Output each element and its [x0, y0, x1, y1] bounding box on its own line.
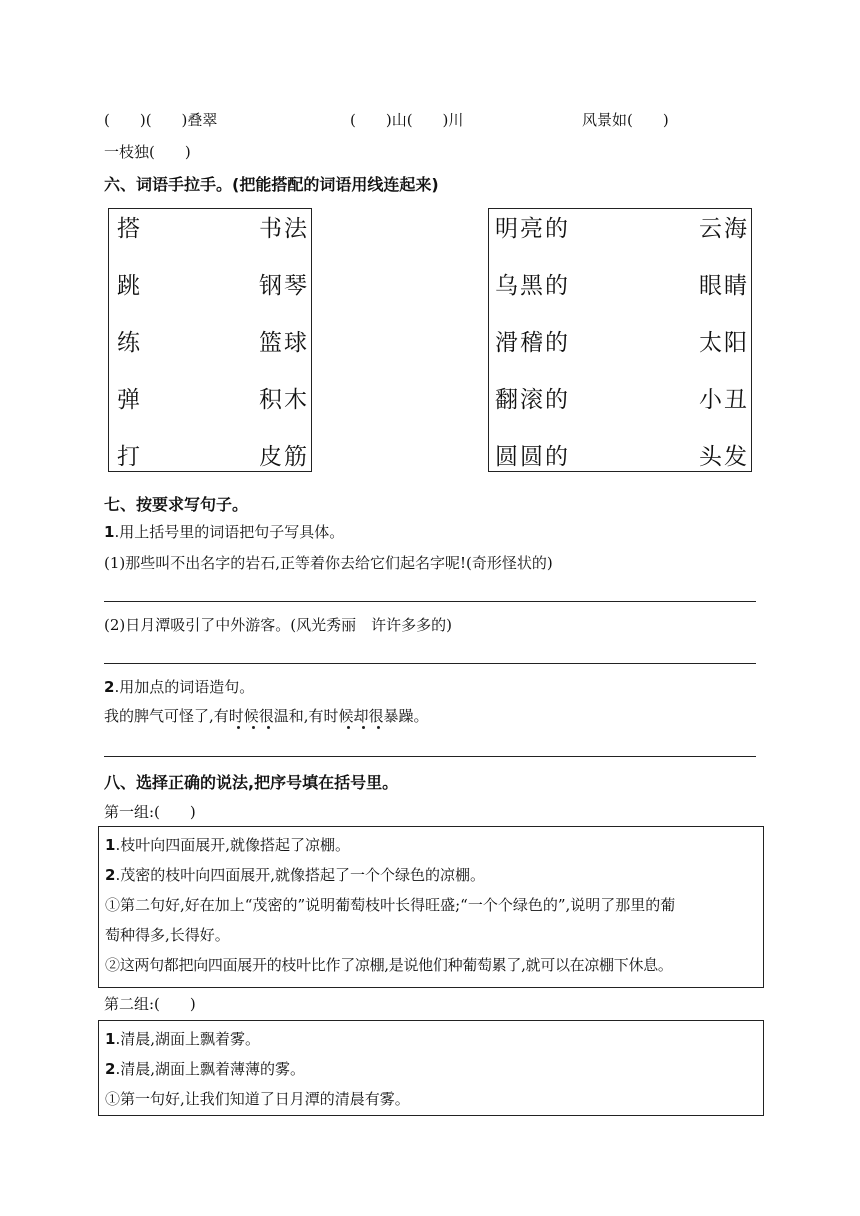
group1-sentence-2 — [105, 865, 485, 885]
sentence-number: 1 — [105, 1030, 116, 1048]
box1-left-2: 跳 — [117, 273, 142, 299]
question-7-1 — [104, 522, 344, 542]
idiom-blank-3: 风景如( ) — [582, 111, 669, 129]
box2-right-4: 小丑 — [699, 387, 749, 413]
answer-line-2[interactable] — [104, 663, 756, 664]
idiom-blank-1: ( )( )叠翠 — [104, 111, 218, 129]
box2-left-2: 乌黑的 — [495, 273, 570, 299]
group1-sentence-1 — [105, 835, 350, 855]
group1-option-1-line-1: ①第二句好,好在加上“茂密的”说明葡萄枝叶长得旺盛;“一个个绿色的”,说明了那里的葡 — [105, 896, 676, 914]
group1-option-2: ②这两句都把向四面展开的枝叶比作了凉棚,是说他们种葡萄累了,就可以在凉棚下休息。 — [105, 956, 673, 974]
question-7-2 — [104, 677, 254, 697]
box2-right-2: 眼睛 — [699, 273, 749, 299]
group-2-box — [98, 1020, 764, 1116]
sentence-number: 1 — [105, 836, 116, 854]
answer-line-3[interactable] — [104, 756, 756, 757]
sentence-text: .茂密的枝叶向四面展开,就像搭起了一个个绿色的凉棚。 — [115, 866, 485, 884]
box1-right-2: 钢琴 — [259, 273, 309, 299]
section-8-title: 八、选择正确的说法,把序号填在括号里。 — [104, 773, 399, 792]
emphasis-dot — [252, 726, 255, 729]
emphasis-dot — [362, 726, 365, 729]
box1-left-5: 打 — [117, 444, 142, 470]
group-1-box — [98, 826, 764, 988]
box2-left-1: 明亮的 — [495, 216, 570, 242]
emphasis-dot — [267, 726, 270, 729]
match-box-2 — [488, 208, 752, 472]
box1-left-3: 练 — [117, 330, 142, 356]
section-6-title: 六、词语手拉手。(把能搭配的词语用线连起来) — [104, 175, 439, 194]
group2-sentence-1 — [105, 1029, 260, 1049]
emphasis-dot — [237, 726, 240, 729]
match-box-1 — [108, 208, 312, 472]
sentence-number: 2 — [105, 866, 116, 884]
group-2-label: 第二组:( ) — [104, 995, 196, 1013]
sentence-number: 2 — [105, 1060, 116, 1078]
sentence-text: .枝叶向四面展开,就像搭起了凉棚。 — [115, 836, 350, 854]
group-1-label: 第一组:( ) — [104, 803, 196, 821]
question-number: 2 — [104, 678, 115, 696]
idiom-blank-2: ( )山( )川 — [350, 111, 464, 129]
idiom-blank-4: 一枝独( ) — [104, 143, 191, 161]
emphasis-dot — [347, 726, 350, 729]
emphasis-dot — [377, 726, 380, 729]
box1-left-1: 搭 — [117, 216, 142, 242]
box1-right-4: 积木 — [259, 387, 309, 413]
box1-right-1: 书法 — [259, 216, 309, 242]
question-text: .用加点的词语造句。 — [114, 678, 255, 696]
box2-left-5: 圆圆的 — [495, 444, 570, 470]
box1-left-4: 弹 — [117, 387, 142, 413]
box2-right-5: 头发 — [699, 444, 749, 470]
box2-right-3: 太阳 — [699, 330, 749, 356]
answer-line-1[interactable] — [104, 601, 756, 602]
sentence-text: .清晨,湖面上飘着雾。 — [115, 1030, 260, 1048]
question-text: .用上括号里的词语把句子写具体。 — [114, 523, 345, 541]
group2-sentence-2 — [105, 1059, 305, 1079]
question-7-1-2: (2)日月潭吸引了中外游客。(风光秀丽 许许多多的) — [104, 616, 452, 634]
box2-right-1: 云海 — [699, 216, 749, 242]
section-7-title: 七、按要求写句子。 — [104, 495, 249, 514]
question-7-1-1: (1)那些叫不出名字的岩石,正等着你去给它们起名字呢!(奇形怪状的) — [104, 554, 553, 572]
question-number: 1 — [104, 523, 115, 541]
sentence-text: .清晨,湖面上飘着薄薄的雾。 — [115, 1060, 305, 1078]
group1-option-1-line-2: 萄种得多,长得好。 — [105, 926, 230, 944]
box1-right-3: 篮球 — [259, 330, 309, 356]
group2-option-1: ①第一句好,让我们知道了日月潭的清晨有雾。 — [105, 1090, 410, 1108]
box2-left-3: 滑稽的 — [495, 330, 570, 356]
box2-left-4: 翻滚的 — [495, 387, 570, 413]
question-7-2-sentence: 我的脾气可怪了,有时候很温和,有时候却很暴躁。 — [104, 707, 429, 725]
box1-right-5: 皮筋 — [259, 444, 309, 470]
